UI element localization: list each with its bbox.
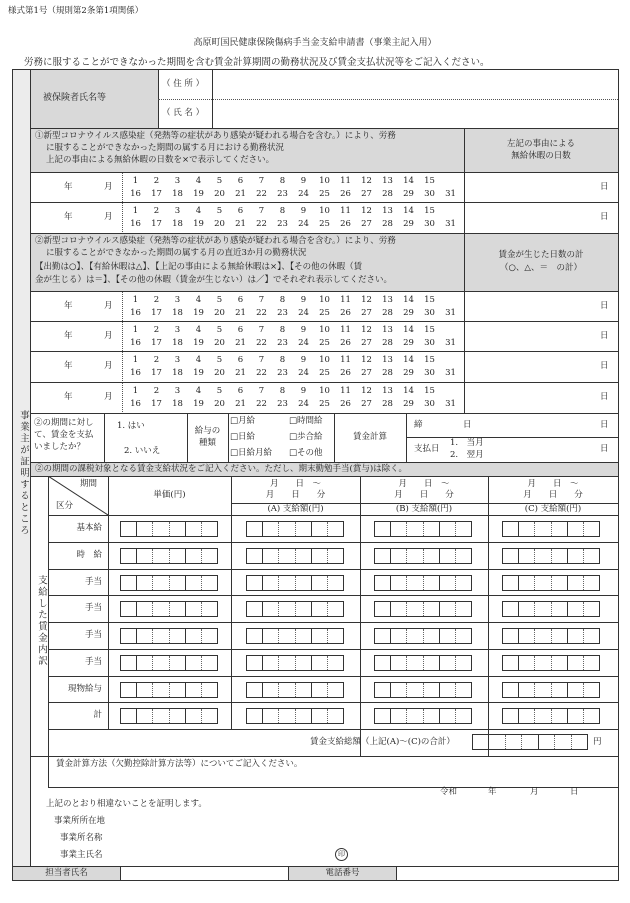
cert-owner-label: 事業主氏名	[60, 850, 103, 860]
period-b-from: 月 日 ～	[398, 479, 450, 489]
section2-line3: 【出勤は○】、【有給休暇は△】、【上記の事由による無給休暇は×】、【その他の休暇（賃	[35, 262, 363, 272]
unit-price-header: 単価(円)	[153, 490, 186, 500]
cert-month: 月	[530, 787, 539, 797]
instruction-text: 労務に服することができなかった期間を含む賃金計算期間の勤務状況及び賃金支払状況等をご記入ください。	[24, 57, 490, 68]
total-amount-input[interactable]	[472, 734, 588, 750]
section1-line3: 上記の事由による無給休暇の日数を×で表示してください。	[46, 155, 275, 165]
address-field[interactable]	[214, 72, 614, 96]
amount-a-input[interactable]	[246, 682, 344, 698]
cutoff-label: 締	[414, 420, 423, 430]
amount-c-input[interactable]	[502, 521, 600, 537]
wage-item-label: 現物給与	[67, 684, 102, 694]
amount-a-input[interactable]	[246, 628, 344, 644]
unit-price-input[interactable]	[120, 601, 218, 617]
wage-item-label: 計	[93, 710, 102, 720]
day-numbers-row1[interactable]: 1 2 3 4 5 6 7 8 9 10 11 12 13 14 15	[132, 295, 435, 305]
amount-a-input[interactable]	[246, 601, 344, 617]
period-a-to: 月 日 分	[265, 490, 326, 500]
form-title: 高原町国民健康保険傷病手当金支給申請書（事業主記入用）	[193, 38, 437, 48]
amount-b-input[interactable]	[374, 708, 472, 724]
cert-owner-field[interactable]	[115, 848, 335, 862]
day-numbers-row2[interactable]: 16 17 18 19 20 21 22 23 24 25 26 27 28 29 30 31	[130, 189, 456, 199]
payment-no-option[interactable]: 2. いいえ	[124, 446, 161, 456]
calc-method-field[interactable]	[52, 772, 612, 786]
day-numbers-row1[interactable]: 1 2 3 4 5 6 7 8 9 10 11 12 13 14 15	[132, 325, 435, 335]
section1-line1: ①新型コロナウイルス感染症（発熱等の症状があり感染が疑われる場合を含む。）により、労務	[35, 131, 396, 141]
pay-type-monthly[interactable]: □月給	[230, 416, 256, 426]
category-label: 区分	[56, 501, 74, 511]
employer-vertical-label: 事業主が証明するところ	[18, 410, 29, 537]
section2-side-line1: 賃金が生じた日数の計	[498, 250, 584, 260]
amount-c-input[interactable]	[502, 708, 600, 724]
payment-yes-option[interactable]: 1. はい	[117, 421, 145, 431]
day-numbers-row1[interactable]: 1 2 3 4 5 6 7 8 9 10 11 12 13 14 15	[132, 206, 435, 216]
phone-label: 電話番号	[325, 868, 360, 878]
day-numbers-row1[interactable]: 1 2 3 4 5 6 7 8 9 10 11 12 13 14 15	[132, 355, 435, 365]
pay-type-daily-monthly[interactable]: □日給月給	[230, 448, 273, 458]
day-numbers-row2[interactable]: 16 17 18 19 20 21 22 23 24 25 26 27 28 29 30 31	[130, 308, 456, 318]
wage-breakdown-vertical-label: 支給した賃金内訳	[36, 575, 47, 667]
seal-icon: 印	[335, 848, 348, 861]
total-label: 賃金支給総額（上記(A)～(C)の合計）	[310, 737, 455, 747]
unit-price-input[interactable]	[120, 548, 218, 564]
wage-item-label: 手当	[84, 577, 102, 587]
cert-company-label: 事業所名称	[60, 833, 103, 843]
insured-label: 被保険者氏名等	[43, 93, 107, 103]
cert-address-field[interactable]	[115, 814, 515, 828]
amount-a-input[interactable]	[246, 575, 344, 591]
wage-item-label: 時 給	[76, 550, 102, 560]
cutoff-day-field[interactable]	[470, 416, 610, 434]
col-a-header: (A) 支給額(円)	[267, 504, 324, 514]
amount-a-input[interactable]	[246, 708, 344, 724]
section2-line1: ②新型コロナウイルス感染症（発熱等の症状があり感染が疑われる場合を含む。）により、労務	[35, 236, 396, 246]
section2-line4: 金が生じる）は＝】、【その他の休暇（賃金が生じない）は／】でそれぞれ表示してください。	[35, 275, 393, 285]
section2-line2: に服することができなかった期間の属する月の直近3か月の勤務状況	[46, 248, 307, 258]
period-c-from: 月 日 ～	[527, 479, 579, 489]
calendar-row-s2-1[interactable]: 年 月 1 2 3 4 5 6 7 8 9 10 11 12 13 14 15 16 17 18 19 20 21 22 23 24 25 26 27 28 29 30 31 日	[30, 292, 618, 321]
payment-question-line2: て、賃金を支払	[34, 430, 94, 440]
payday-day-label: 日	[600, 444, 609, 454]
col-b-header: (B) 支給額(円)	[395, 504, 453, 514]
cert-day: 日	[570, 787, 579, 797]
payment-question-line1: ②の期間に対し	[34, 418, 94, 428]
person-label: 担当者氏名	[45, 868, 88, 878]
unit-price-input[interactable]	[120, 521, 218, 537]
amount-b-input[interactable]	[374, 601, 472, 617]
cert-address-label: 事業所所在地	[54, 816, 106, 826]
unit-price-input[interactable]	[120, 628, 218, 644]
wage-item-label: 手当	[84, 630, 102, 640]
cert-year: 年	[488, 787, 497, 797]
amount-b-input[interactable]	[374, 628, 472, 644]
amount-b-input[interactable]	[374, 682, 472, 698]
wage-item-label: 手当	[84, 603, 102, 613]
name-field[interactable]	[214, 101, 614, 125]
period-a-from: 月 日 ～	[269, 479, 321, 489]
phone-field[interactable]	[398, 867, 616, 880]
calendar-row-s1-1[interactable]: 年 月 1 2 3 4 5 6 7 8 9 10 11 12 13 14 15 16 17 18 19 20 21 22 23 24 25 26 27 28 29 30 31 日	[30, 173, 618, 202]
payment-question-line3: いましたか？	[34, 442, 86, 452]
calendar-row-s2-4[interactable]: 年 月 1 2 3 4 5 6 7 8 9 10 11 12 13 14 15 16 17 18 19 20 21 22 23 24 25 26 27 28 29 30 31 日	[30, 383, 618, 412]
amount-a-input[interactable]	[246, 521, 344, 537]
cert-statement: 上記のとおり相違ないことを証明します。	[46, 799, 207, 809]
wage-calc-label: 賃金計算	[352, 432, 387, 442]
day-numbers-row2[interactable]: 16 17 18 19 20 21 22 23 24 25 26 27 28 29 30 31	[130, 368, 456, 378]
period-c-to: 月 日 分	[523, 490, 583, 500]
amount-c-input[interactable]	[502, 682, 600, 698]
payday-current-month[interactable]: 1. 当月	[450, 438, 484, 448]
day-numbers-row2[interactable]: 16 17 18 19 20 21 22 23 24 25 26 27 28 29 30 31	[130, 338, 456, 348]
unit-price-input[interactable]	[120, 708, 218, 724]
amount-c-input[interactable]	[502, 628, 600, 644]
address-label: （ 住 所 ）	[162, 79, 205, 89]
amount-b-input[interactable]	[374, 548, 472, 564]
unit-price-input[interactable]	[120, 655, 218, 671]
unit-price-input[interactable]	[120, 682, 218, 698]
cert-company-field[interactable]	[115, 831, 515, 845]
payday-label: 支払日	[414, 444, 440, 454]
section1-line2: に服することができなかった期間の属する月における勤務状況	[46, 143, 285, 153]
amount-c-input[interactable]	[502, 655, 600, 671]
section3-title: ②の期間の課税対象となる賃金支給状況をご記入ください。ただし、期末勤勉手当(賞与)は除く。	[35, 464, 407, 474]
calendar-row-s2-2[interactable]: 年 月 1 2 3 4 5 6 7 8 9 10 11 12 13 14 15 16 17 18 19 20 21 22 23 24 25 26 27 28 29 30 31 日	[30, 322, 618, 351]
day-numbers-row2[interactable]: 16 17 18 19 20 21 22 23 24 25 26 27 28 29 30 31	[130, 399, 456, 409]
calendar-row-s1-2[interactable]: 年 月 1 2 3 4 5 6 7 8 9 10 11 12 13 14 15 16 17 18 19 20 21 22 23 24 25 26 27 28 29 30 31 日	[30, 203, 618, 232]
amount-b-input[interactable]	[374, 521, 472, 537]
amount-c-input[interactable]	[502, 575, 600, 591]
name-label: （ 氏 名 ）	[162, 108, 205, 118]
person-field[interactable]	[122, 867, 288, 880]
day-numbers-row2[interactable]: 16 17 18 19 20 21 22 23 24 25 26 27 28 29 30 31	[130, 219, 456, 229]
calc-method-label: 賃金計算方法（欠勤控除計算方法等）についてご記入ください。	[56, 759, 303, 769]
pay-type-piece[interactable]: □歩合給	[289, 432, 323, 442]
period-b-to: 月 日 分	[394, 490, 454, 500]
cutoff-day-label: 日	[463, 420, 472, 430]
pay-type-label-line1: 給与の	[194, 426, 221, 436]
section1-side-line2: 無給休暇の日数	[511, 151, 571, 161]
amount-a-input[interactable]	[246, 655, 344, 671]
pay-type-label-line2: 種類	[198, 438, 216, 448]
calendar-row-s2-3[interactable]: 年 月 1 2 3 4 5 6 7 8 9 10 11 12 13 14 15 16 17 18 19 20 21 22 23 24 25 26 27 28 29 30 31 日	[30, 352, 618, 381]
amount-a-input[interactable]	[246, 548, 344, 564]
pay-type-daily[interactable]: □日給	[230, 432, 256, 442]
pay-type-hourly[interactable]: □時間給	[289, 416, 323, 426]
cert-era: 令和	[440, 787, 458, 797]
wage-item-label: 基本給	[76, 523, 102, 533]
amount-b-input[interactable]	[374, 575, 472, 591]
section2-side-line2: （○、△、＝ の計）	[500, 263, 582, 273]
day-numbers-row1[interactable]: 1 2 3 4 5 6 7 8 9 10 11 12 13 14 15	[132, 386, 435, 396]
section1-side-line1: 左記の事由による	[506, 139, 575, 149]
unit-price-input[interactable]	[120, 575, 218, 591]
day-numbers-row1[interactable]: 1 2 3 4 5 6 7 8 9 10 11 12 13 14 15	[132, 176, 435, 186]
wage-item-label: 手当	[84, 657, 102, 667]
form-number: 様式第1号（規則第2条第1項関係）	[8, 6, 144, 16]
amount-c-input[interactable]	[502, 601, 600, 617]
pay-type-other[interactable]: □その他	[289, 448, 323, 458]
col-c-header: (C) 支給額(円)	[524, 504, 582, 514]
total-unit: 円	[593, 737, 602, 747]
amount-c-input[interactable]	[502, 548, 600, 564]
period-label: 期間	[80, 479, 98, 489]
amount-b-input[interactable]	[374, 655, 472, 671]
payday-next-month[interactable]: 2. 翌月	[450, 450, 484, 460]
